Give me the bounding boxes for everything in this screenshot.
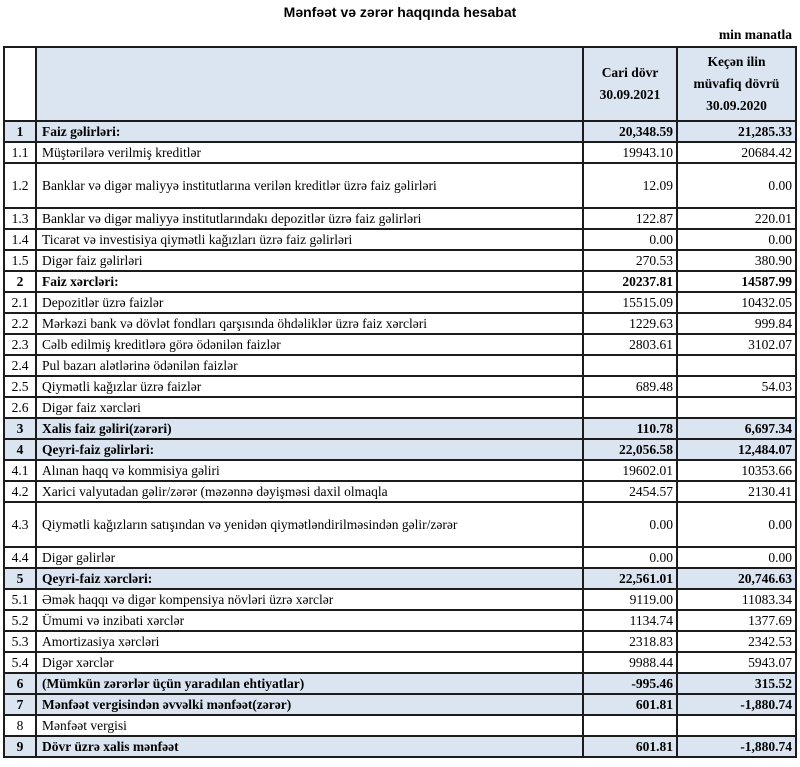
header-cell-description: [36, 47, 583, 121]
row-number-cell: 5.4: [4, 652, 36, 673]
table-row: [4, 439, 796, 460]
row-number-cell: 1.4: [4, 229, 36, 250]
current-value-cell: 601.81: [583, 736, 677, 757]
row-number-cell: 2.6: [4, 397, 36, 418]
row-number-cell: 2.1: [4, 292, 36, 313]
current-value-cell: 0.00: [583, 229, 677, 250]
table-row: [4, 502, 796, 547]
table-row: [4, 694, 796, 715]
current-value-cell: 1134.74: [583, 610, 677, 631]
current-value-cell: 1229.63: [583, 313, 677, 334]
previous-value-cell: [677, 397, 796, 418]
row-number-cell: 1.3: [4, 208, 36, 229]
row-label-cell: Digər xərclər: [36, 652, 583, 673]
current-value-cell: 0.00: [583, 547, 677, 568]
unit-note: min manatla: [718, 27, 792, 42]
row-number-cell: 2.5: [4, 376, 36, 397]
current-value-cell: 15515.09: [583, 292, 677, 313]
row-label-cell: Əmək haqqı və digər kompensiya növləri üzrə xərclər: [36, 589, 583, 610]
report-title: Mənfəət və zərər haqqında hesabat: [283, 4, 517, 20]
previous-value-cell: 21,285.33: [677, 121, 796, 142]
row-label-cell: Qeyri-faiz gəlirləri:: [36, 439, 583, 460]
table-row: [4, 631, 796, 652]
row-label-cell: Müştərilərə verilmiş kreditlər: [36, 142, 583, 163]
table-row: [4, 397, 796, 418]
header-cell-rowno: [4, 47, 36, 121]
table-row: [4, 481, 796, 502]
row-number-cell: 1: [4, 121, 36, 142]
current-value-cell: 20,348.59: [583, 121, 677, 142]
previous-value-cell: 6,697.34: [677, 418, 796, 439]
current-value-cell: 22,056.58: [583, 439, 677, 460]
row-number-cell: 3: [4, 418, 36, 439]
table-row: [4, 589, 796, 610]
row-number-cell: 5: [4, 568, 36, 589]
row-label-cell: Ümumi və inzibati xərclər: [36, 610, 583, 631]
previous-value-cell: 999.84: [677, 313, 796, 334]
current-value-cell: 270.53: [583, 250, 677, 271]
current-value-cell: 19943.10: [583, 142, 677, 163]
previous-value-cell: 315.52: [677, 673, 796, 694]
previous-period-date: 30.09.2020: [706, 98, 767, 113]
row-label-cell: Ticarət və investisiya qiymətli kağızları üzrə faiz gəlirləri: [36, 229, 583, 250]
table-body: [4, 121, 796, 757]
previous-value-cell: 3102.07: [677, 334, 796, 355]
row-label-cell: Faiz gəlirləri:: [36, 121, 583, 142]
table-row: [4, 418, 796, 439]
row-number-cell: 2.3: [4, 334, 36, 355]
current-value-cell: [583, 715, 677, 736]
table-row: [4, 142, 796, 163]
table-row: [4, 547, 796, 568]
row-label-cell: Cəlb edilmiş kreditlərə görə ödənilən faizlər: [36, 334, 583, 355]
current-value-cell: 0.00: [583, 502, 677, 547]
previous-value-cell: [677, 715, 796, 736]
previous-value-cell: 5943.07: [677, 652, 796, 673]
row-label-cell: Digər gəlirlər: [36, 547, 583, 568]
header-cell-previous-period: [677, 47, 796, 121]
table-row: [4, 355, 796, 376]
row-label-cell: Alınan haqq və kommisiya gəliri: [36, 460, 583, 481]
current-value-cell: 2318.83: [583, 631, 677, 652]
row-label-cell: Qeyri-faiz xərcləri:: [36, 568, 583, 589]
previous-value-cell: 0.00: [677, 547, 796, 568]
previous-value-cell: 14587.99: [677, 271, 796, 292]
current-value-cell: 19602.01: [583, 460, 677, 481]
row-label-cell: Digər faiz gəlirləri: [36, 250, 583, 271]
table-row: [4, 376, 796, 397]
current-value-cell: 2803.61: [583, 334, 677, 355]
row-number-cell: 4.3: [4, 502, 36, 547]
row-label-cell: Depozitlər üzrə faizlər: [36, 292, 583, 313]
header-cell-current-period: [583, 47, 677, 121]
row-label-cell: Xarici valyutadan gəlir/zərər (məzənnə dəyişməsi daxil olmaqla: [36, 481, 583, 502]
previous-value-cell: 2130.41: [677, 481, 796, 502]
table-row: [4, 736, 796, 757]
row-label-cell: Amortizasiya xərcləri: [36, 631, 583, 652]
current-value-cell: 9119.00: [583, 589, 677, 610]
current-value-cell: 689.48: [583, 376, 677, 397]
row-label-cell: Pul bazarı alətlərinə ödənilən faizlər: [36, 355, 583, 376]
previous-period-label-line1: Keçən ilin: [707, 54, 766, 69]
row-number-cell: 1.5: [4, 250, 36, 271]
table-row: [4, 460, 796, 481]
current-value-cell: 12.09: [583, 163, 677, 208]
row-number-cell: 2.2: [4, 313, 36, 334]
current-value-cell: [583, 397, 677, 418]
table-row: [4, 334, 796, 355]
row-number-cell: 4.4: [4, 547, 36, 568]
row-number-cell: 2: [4, 271, 36, 292]
table-row: [4, 121, 796, 142]
previous-value-cell: 20684.42: [677, 142, 796, 163]
table-row: [4, 673, 796, 694]
table-row: [4, 292, 796, 313]
previous-value-cell: 2342.53: [677, 631, 796, 652]
row-label-cell: Mənfəət vergisindən əvvəlki mənfəət(zərər): [36, 694, 583, 715]
row-number-cell: 8: [4, 715, 36, 736]
row-number-cell: 4.2: [4, 481, 36, 502]
row-number-cell: 2.4: [4, 355, 36, 376]
row-number-cell: 5.1: [4, 589, 36, 610]
current-value-cell: [583, 355, 677, 376]
table-row: [4, 568, 796, 589]
row-label-cell: Qiymətli kağızlar üzrə faizlər: [36, 376, 583, 397]
current-value-cell: -995.46: [583, 673, 677, 694]
current-value-cell: 110.78: [583, 418, 677, 439]
current-value-cell: 2454.57: [583, 481, 677, 502]
row-label-cell: Qiymətli kağızların satışından və yenidən qiymətləndirilməsindən gəlir/zərər: [36, 502, 583, 547]
table-row: [4, 250, 796, 271]
row-label-cell: Banklar və digər maliyyə institutlarına verilən kreditlər üzrə faiz gəlirləri: [36, 163, 583, 208]
current-value-cell: 601.81: [583, 694, 677, 715]
previous-value-cell: 0.00: [677, 502, 796, 547]
current-period-label: Cari dövr: [601, 65, 659, 80]
current-value-cell: 20237.81: [583, 271, 677, 292]
previous-value-cell: 20,746.63: [677, 568, 796, 589]
row-label-cell: Digər faiz xərcləri: [36, 397, 583, 418]
previous-period-label-line2: müvafiq dövrü: [693, 76, 780, 91]
previous-value-cell: 11083.34: [677, 589, 796, 610]
current-value-cell: 22,561.01: [583, 568, 677, 589]
row-number-cell: 1.1: [4, 142, 36, 163]
row-label-cell: Banklar və digər maliyyə institutlarındakı depozitlər üzrə faiz gəlirləri: [36, 208, 583, 229]
previous-value-cell: 12,484.07: [677, 439, 796, 460]
row-number-cell: 4.1: [4, 460, 36, 481]
row-number-cell: 1.2: [4, 163, 36, 208]
row-number-cell: 9: [4, 736, 36, 757]
row-number-cell: 7: [4, 694, 36, 715]
row-label-cell: Mərkəzi bank və dövlət fondları qarşısında öhdəliklər üzrə faiz xərcləri: [36, 313, 583, 334]
row-label-cell: Xalis faiz gəliri(zərəri): [36, 418, 583, 439]
current-value-cell: 9988.44: [583, 652, 677, 673]
previous-value-cell: 10353.66: [677, 460, 796, 481]
previous-value-cell: 54.03: [677, 376, 796, 397]
current-period-date: 30.09.2021: [599, 87, 661, 102]
row-label-cell: Dövr üzrə xalis mənfəət: [36, 736, 583, 757]
previous-value-cell: -1,880.74: [677, 736, 796, 757]
current-value-cell: 122.87: [583, 208, 677, 229]
previous-value-cell: 0.00: [677, 163, 796, 208]
header-row: [4, 47, 796, 121]
row-label-cell: Faiz xərcləri:: [36, 271, 583, 292]
previous-value-cell: -1,880.74: [677, 694, 796, 715]
row-number-cell: 5.3: [4, 631, 36, 652]
table-row: [4, 313, 796, 334]
previous-value-cell: 1377.69: [677, 610, 796, 631]
previous-value-cell: [677, 355, 796, 376]
table-row: [4, 715, 796, 736]
row-number-cell: 4: [4, 439, 36, 460]
previous-value-cell: 10432.05: [677, 292, 796, 313]
row-number-cell: 5.2: [4, 610, 36, 631]
row-number-cell: 6: [4, 673, 36, 694]
table-row: [4, 229, 796, 250]
table-row: [4, 208, 796, 229]
table-row: [4, 163, 796, 208]
previous-value-cell: 220.01: [677, 208, 796, 229]
previous-value-cell: 380.90: [677, 250, 796, 271]
previous-value-cell: 0.00: [677, 229, 796, 250]
row-label-cell: (Mümkün zərərlər üçün yaradılan ehtiyatlar): [36, 673, 583, 694]
table-row: [4, 271, 796, 292]
profit-loss-table: [3, 46, 797, 758]
row-label-cell: Mənfəət vergisi: [36, 715, 583, 736]
table-row: [4, 610, 796, 631]
table-row: [4, 652, 796, 673]
